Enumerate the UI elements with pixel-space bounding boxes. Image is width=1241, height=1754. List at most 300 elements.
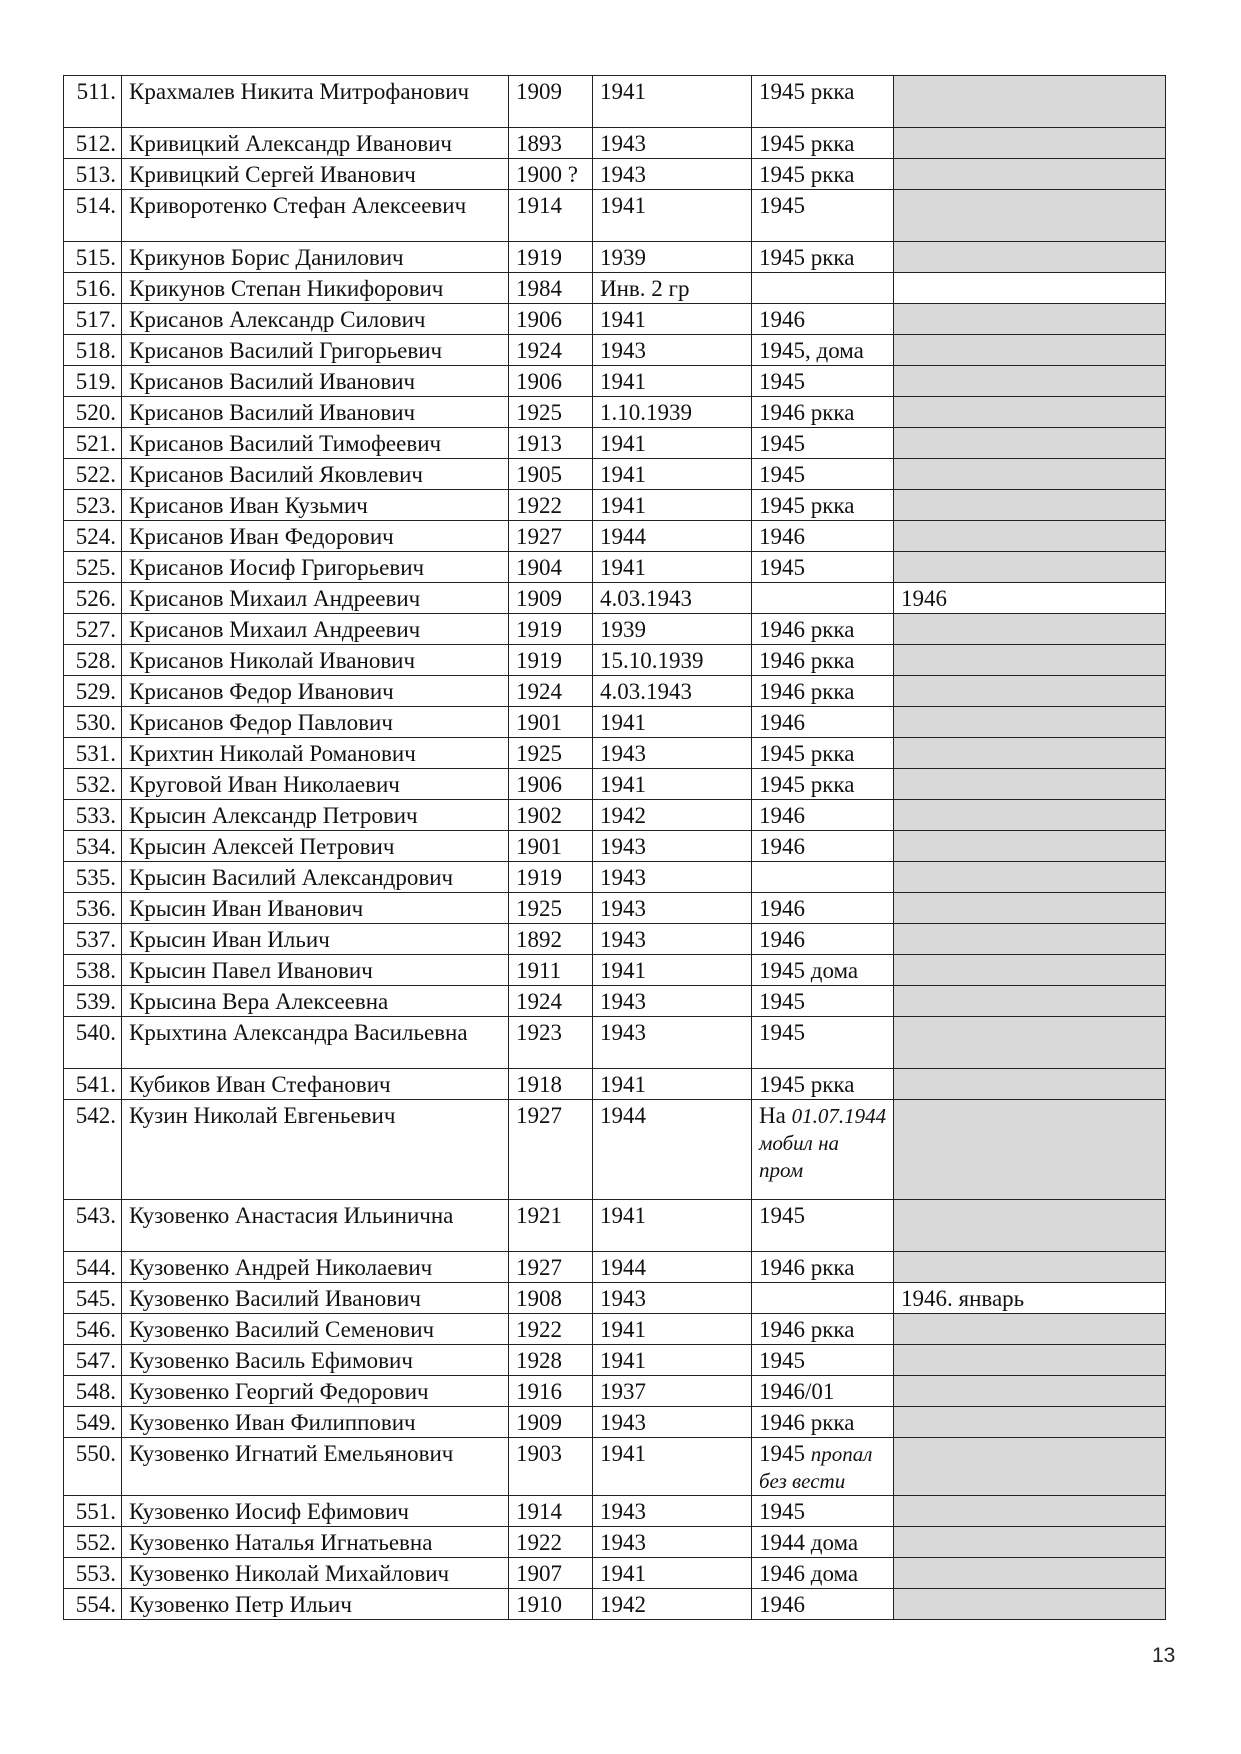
- table-row: [64, 1069, 1166, 1100]
- return-note: 01.07.1944 мобил на пром: [759, 1104, 887, 1182]
- return-value: 1945 ркка: [759, 245, 855, 270]
- note-cell: [894, 1496, 1166, 1527]
- table-row: [64, 397, 1166, 428]
- note-cell: [894, 1407, 1166, 1438]
- return-value: 1945 ркка: [759, 741, 855, 766]
- return-info: [752, 986, 894, 1017]
- person-name: Крисанов Иван Кузьмич: [122, 490, 509, 521]
- person-name: Кузовенко Иван Филиппович: [122, 1407, 509, 1438]
- birth-year: 1919: [509, 645, 593, 676]
- registry-table: [63, 75, 1166, 1620]
- return-value: 1945: [759, 1441, 805, 1466]
- conscription-year: 1943: [593, 924, 752, 955]
- conscription-year: 1943: [593, 738, 752, 769]
- note-cell: [894, 986, 1166, 1017]
- return-value: 1946: [759, 927, 805, 952]
- return-value: 1945 дома: [759, 958, 859, 983]
- return-info: [752, 128, 894, 159]
- return-value: 1945: [759, 1020, 805, 1045]
- conscription-year: 1943: [593, 159, 752, 190]
- note-cell: [894, 273, 1166, 304]
- return-info: [752, 1496, 894, 1527]
- note-cell: [894, 862, 1166, 893]
- person-name: Крисанов Василий Григорьевич: [122, 335, 509, 366]
- person-name: Крихтин Николай Романович: [122, 738, 509, 769]
- row-number: 514.: [64, 190, 122, 242]
- birth-year: 1924: [509, 335, 593, 366]
- return-info: [752, 1345, 894, 1376]
- table-row: [64, 1314, 1166, 1345]
- birth-year: 1907: [509, 1558, 593, 1589]
- table-row: [64, 831, 1166, 862]
- birth-year: 1905: [509, 459, 593, 490]
- return-info: [752, 304, 894, 335]
- table-row: [64, 159, 1166, 190]
- row-number: 536.: [64, 893, 122, 924]
- note-cell: [894, 490, 1166, 521]
- table-row: [64, 1100, 1166, 1200]
- return-info: [752, 862, 894, 893]
- table-row: [64, 707, 1166, 738]
- return-info: [752, 955, 894, 986]
- return-value: 1946 ркка: [759, 648, 855, 673]
- return-info: [752, 459, 894, 490]
- row-number: 511.: [64, 76, 122, 128]
- table-row: [64, 1200, 1166, 1252]
- row-number: 520.: [64, 397, 122, 428]
- table-row: [64, 614, 1166, 645]
- row-number: 524.: [64, 521, 122, 552]
- conscription-year: 1944: [593, 521, 752, 552]
- return-info: [752, 1589, 894, 1620]
- return-info: [752, 645, 894, 676]
- return-info: [752, 335, 894, 366]
- birth-year: 1908: [509, 1283, 593, 1314]
- conscription-year: 1943: [593, 1017, 752, 1069]
- person-name: Крисанов Александр Силович: [122, 304, 509, 335]
- row-number: 534.: [64, 831, 122, 862]
- conscription-year: 1939: [593, 242, 752, 273]
- birth-year: 1919: [509, 862, 593, 893]
- note-cell: [894, 242, 1166, 273]
- row-number: 549.: [64, 1407, 122, 1438]
- person-name: Крысина Вера Алексеевна: [122, 986, 509, 1017]
- person-name: Кузовенко Игнатий Емельянович: [122, 1438, 509, 1496]
- birth-year: 1909: [509, 583, 593, 614]
- row-number: 553.: [64, 1558, 122, 1589]
- conscription-year: 1941: [593, 428, 752, 459]
- note-cell: [894, 76, 1166, 128]
- person-name: Крисанов Василий Иванович: [122, 397, 509, 428]
- conscription-year: 1943: [593, 1283, 752, 1314]
- return-info: [752, 738, 894, 769]
- note-cell: [894, 1527, 1166, 1558]
- return-value: 1945 ркка: [759, 79, 855, 104]
- return-info: [752, 614, 894, 645]
- conscription-year: 1941: [593, 1200, 752, 1252]
- conscription-year: 1943: [593, 1496, 752, 1527]
- row-number: 543.: [64, 1200, 122, 1252]
- return-info: [752, 428, 894, 459]
- row-number: 521.: [64, 428, 122, 459]
- table-row: [64, 273, 1166, 304]
- row-number: 548.: [64, 1376, 122, 1407]
- birth-year: 1919: [509, 242, 593, 273]
- row-number: 544.: [64, 1252, 122, 1283]
- return-info: [752, 76, 894, 128]
- birth-year: 1922: [509, 490, 593, 521]
- row-number: 532.: [64, 769, 122, 800]
- note-cell: [894, 769, 1166, 800]
- row-number: 538.: [64, 955, 122, 986]
- row-number: 546.: [64, 1314, 122, 1345]
- birth-year: 1922: [509, 1314, 593, 1345]
- table-row: [64, 1345, 1166, 1376]
- row-number: 537.: [64, 924, 122, 955]
- row-number: 523.: [64, 490, 122, 521]
- return-value: На: [759, 1103, 786, 1128]
- conscription-year: 1943: [593, 893, 752, 924]
- table-row: [64, 986, 1166, 1017]
- birth-year: 1906: [509, 769, 593, 800]
- table-row: [64, 645, 1166, 676]
- birth-year: 1927: [509, 1100, 593, 1200]
- conscription-year: 1937: [593, 1376, 752, 1407]
- birth-year: 1927: [509, 1252, 593, 1283]
- birth-year: 1925: [509, 738, 593, 769]
- person-name: Кузовенко Петр Ильич: [122, 1589, 509, 1620]
- row-number: 554.: [64, 1589, 122, 1620]
- conscription-year: 1941: [593, 1314, 752, 1345]
- conscription-year: 1941: [593, 76, 752, 128]
- return-info: [752, 1314, 894, 1345]
- birth-year: 1924: [509, 676, 593, 707]
- person-name: Крисанов Василий Иванович: [122, 366, 509, 397]
- note-cell: [894, 1069, 1166, 1100]
- birth-year: 1914: [509, 190, 593, 242]
- table-row: [64, 242, 1166, 273]
- return-value: 1946 дома: [759, 1561, 859, 1586]
- table-row: [64, 955, 1166, 986]
- conscription-year: 1943: [593, 831, 752, 862]
- birth-year: 1909: [509, 1407, 593, 1438]
- person-name: Кузовенко Наталья Игнатьевна: [122, 1527, 509, 1558]
- birth-year: 1918: [509, 1069, 593, 1100]
- note-cell: [894, 1314, 1166, 1345]
- note-cell: [894, 893, 1166, 924]
- birth-year: 1984: [509, 273, 593, 304]
- birth-year: 1904: [509, 552, 593, 583]
- person-name: Крыхтина Александра Васильевна: [122, 1017, 509, 1069]
- note-cell: [894, 1017, 1166, 1069]
- birth-year: 1914: [509, 1496, 593, 1527]
- return-value: 1946: [759, 834, 805, 859]
- conscription-year: 1941: [593, 1345, 752, 1376]
- table-row: [64, 76, 1166, 128]
- note-cell: [894, 924, 1166, 955]
- return-info: [752, 1200, 894, 1252]
- birth-year: 1910: [509, 1589, 593, 1620]
- return-value: 1945: [759, 462, 805, 487]
- person-name: Крикунов Борис Данилович: [122, 242, 509, 273]
- birth-year: 1919: [509, 614, 593, 645]
- note-cell: [894, 645, 1166, 676]
- row-number: 545.: [64, 1283, 122, 1314]
- row-number: 527.: [64, 614, 122, 645]
- conscription-year: 15.10.1939: [593, 645, 752, 676]
- table-row: [64, 583, 1166, 614]
- table-row: [64, 1376, 1166, 1407]
- note-cell: [894, 1252, 1166, 1283]
- birth-year: 1901: [509, 707, 593, 738]
- birth-year: 1906: [509, 304, 593, 335]
- birth-year: 1911: [509, 955, 593, 986]
- return-value: 1946: [759, 803, 805, 828]
- person-name: Кузовенко Василий Иванович: [122, 1283, 509, 1314]
- row-number: 528.: [64, 645, 122, 676]
- conscription-year: 1941: [593, 459, 752, 490]
- person-name: Крысин Алексей Петрович: [122, 831, 509, 862]
- birth-year: 1913: [509, 428, 593, 459]
- table-row: [64, 738, 1166, 769]
- birth-year: 1925: [509, 397, 593, 428]
- return-value: 1946: [759, 1592, 805, 1617]
- table-row: [64, 459, 1166, 490]
- return-info: [752, 1527, 894, 1558]
- person-name: Крикунов Степан Никифорович: [122, 273, 509, 304]
- table-row: [64, 128, 1166, 159]
- return-value: 1946: [759, 896, 805, 921]
- return-info: [752, 1376, 894, 1407]
- person-name: Кузин Николай Евгеньевич: [122, 1100, 509, 1200]
- table-row: [64, 1283, 1166, 1314]
- table-row: [64, 1017, 1166, 1069]
- conscription-year: 1942: [593, 1589, 752, 1620]
- birth-year: 1927: [509, 521, 593, 552]
- return-value: 1946 ркка: [759, 400, 855, 425]
- conscription-year: 1941: [593, 769, 752, 800]
- row-number: 529.: [64, 676, 122, 707]
- table-row: [64, 552, 1166, 583]
- person-name: Крисанов Василий Тимофеевич: [122, 428, 509, 459]
- return-info: [752, 769, 894, 800]
- person-name: Крысин Александр Петрович: [122, 800, 509, 831]
- return-value: 1946: [759, 710, 805, 735]
- return-value: 1946 ркка: [759, 679, 855, 704]
- table-row: [64, 800, 1166, 831]
- conscription-year: 1941: [593, 955, 752, 986]
- conscription-year: 1943: [593, 862, 752, 893]
- birth-year: 1892: [509, 924, 593, 955]
- row-number: 517.: [64, 304, 122, 335]
- return-value: 1946 ркка: [759, 1317, 855, 1342]
- table-row: [64, 366, 1166, 397]
- note-cell: [894, 1200, 1166, 1252]
- person-name: Крисанов Василий Яковлевич: [122, 459, 509, 490]
- note-cell: [894, 1438, 1166, 1496]
- return-info: [752, 397, 894, 428]
- return-value: 1945: [759, 1499, 805, 1524]
- note-cell: [894, 128, 1166, 159]
- return-info: [752, 1438, 894, 1496]
- birth-year: 1900 ?: [509, 159, 593, 190]
- note-cell: [894, 1100, 1166, 1200]
- row-number: 525.: [64, 552, 122, 583]
- conscription-year: 1941: [593, 304, 752, 335]
- row-number: 513.: [64, 159, 122, 190]
- birth-year: 1893: [509, 128, 593, 159]
- table-row: [64, 1558, 1166, 1589]
- person-name: Кузовенко Анастасия Ильинична: [122, 1200, 509, 1252]
- return-info: [752, 893, 894, 924]
- person-name: Кузовенко Андрей Николаевич: [122, 1252, 509, 1283]
- registry-body: [64, 76, 1166, 1620]
- table-row: [64, 924, 1166, 955]
- person-name: Кривицкий Александр Иванович: [122, 128, 509, 159]
- birth-year: 1909: [509, 76, 593, 128]
- return-info: [752, 800, 894, 831]
- return-value: 1946: [759, 307, 805, 332]
- return-value: 1945 ркка: [759, 772, 855, 797]
- row-number: 526.: [64, 583, 122, 614]
- note-cell: [894, 459, 1166, 490]
- birth-year: 1903: [509, 1438, 593, 1496]
- person-name: Крисанов Иосиф Григорьевич: [122, 552, 509, 583]
- birth-year: 1922: [509, 1527, 593, 1558]
- return-value: 1945: [759, 369, 805, 394]
- note-cell: [894, 552, 1166, 583]
- row-number: 515.: [64, 242, 122, 273]
- table-row: [64, 304, 1166, 335]
- return-value: 1945 ркка: [759, 493, 855, 518]
- note-cell: 1946: [894, 583, 1166, 614]
- person-name: Крахмалев Никита Митрофанович: [122, 76, 509, 128]
- conscription-year: 1941: [593, 1558, 752, 1589]
- conscription-year: 1944: [593, 1252, 752, 1283]
- birth-year: 1921: [509, 1200, 593, 1252]
- note-cell: [894, 955, 1166, 986]
- conscription-year: 1943: [593, 335, 752, 366]
- table-row: [64, 1407, 1166, 1438]
- return-info: [752, 1069, 894, 1100]
- return-value: 1945 ркка: [759, 131, 855, 156]
- return-info: [752, 831, 894, 862]
- person-name: Кузовенко Василь Ефимович: [122, 1345, 509, 1376]
- row-number: 518.: [64, 335, 122, 366]
- table-row: [64, 521, 1166, 552]
- row-number: 547.: [64, 1345, 122, 1376]
- person-name: Крысин Иван Ильич: [122, 924, 509, 955]
- return-info: [752, 1283, 894, 1314]
- person-name: Крисанов Федор Иванович: [122, 676, 509, 707]
- conscription-year: 1943: [593, 128, 752, 159]
- table-row: [64, 1438, 1166, 1496]
- return-info: [752, 707, 894, 738]
- return-info: [752, 242, 894, 273]
- row-number: 541.: [64, 1069, 122, 1100]
- note-cell: [894, 1589, 1166, 1620]
- return-info: [752, 583, 894, 614]
- row-number: 552.: [64, 1527, 122, 1558]
- conscription-year: 1944: [593, 1100, 752, 1200]
- note-cell: [894, 614, 1166, 645]
- row-number: 530.: [64, 707, 122, 738]
- person-name: Крисанов Николай Иванович: [122, 645, 509, 676]
- note-cell: [894, 707, 1166, 738]
- table-row: [64, 1589, 1166, 1620]
- note-cell: [894, 800, 1166, 831]
- note-cell: [894, 397, 1166, 428]
- note-cell: [894, 738, 1166, 769]
- person-name: Крысин Павел Иванович: [122, 955, 509, 986]
- person-name: Кубиков Иван Стефанович: [122, 1069, 509, 1100]
- person-name: Кузовенко Георгий Федорович: [122, 1376, 509, 1407]
- return-info: [752, 1100, 894, 1200]
- note-cell: [894, 1376, 1166, 1407]
- person-name: Круговой Иван Николаевич: [122, 769, 509, 800]
- return-info: [752, 552, 894, 583]
- return-info: [752, 1017, 894, 1069]
- conscription-year: 1941: [593, 366, 752, 397]
- conscription-year: 1941: [593, 1438, 752, 1496]
- return-note: пропал без вести: [759, 1442, 873, 1493]
- person-name: Крисанов Иван Федорович: [122, 521, 509, 552]
- conscription-year: 1941: [593, 1069, 752, 1100]
- birth-year: 1923: [509, 1017, 593, 1069]
- conscription-year: 1943: [593, 1407, 752, 1438]
- page-number: 13: [1152, 1644, 1176, 1667]
- conscription-year: 1943: [593, 1527, 752, 1558]
- person-name: Кузовенко Николай Михайлович: [122, 1558, 509, 1589]
- table-row: [64, 490, 1166, 521]
- table-row: [64, 1496, 1166, 1527]
- conscription-year: 1941: [593, 707, 752, 738]
- conscription-year: Инв. 2 гр: [593, 273, 752, 304]
- birth-year: 1924: [509, 986, 593, 1017]
- row-number: 533.: [64, 800, 122, 831]
- table-row: [64, 190, 1166, 242]
- return-value: 1945 ркка: [759, 162, 855, 187]
- note-cell: 1946. январь: [894, 1283, 1166, 1314]
- return-value: 1945, дома: [759, 338, 864, 363]
- table-row: [64, 1527, 1166, 1558]
- table-row: [64, 862, 1166, 893]
- row-number: 535.: [64, 862, 122, 893]
- row-number: 539.: [64, 986, 122, 1017]
- return-info: [752, 159, 894, 190]
- birth-year: 1906: [509, 366, 593, 397]
- person-name: Кривицкий Сергей Иванович: [122, 159, 509, 190]
- conscription-year: 1941: [593, 490, 752, 521]
- return-info: [752, 676, 894, 707]
- return-value: 1946 ркка: [759, 1410, 855, 1435]
- note-cell: [894, 521, 1166, 552]
- return-info: [752, 1558, 894, 1589]
- person-name: Крисанов Михаил Андреевич: [122, 614, 509, 645]
- row-number: 522.: [64, 459, 122, 490]
- return-value: 1945: [759, 989, 805, 1014]
- note-cell: [894, 1558, 1166, 1589]
- return-info: [752, 273, 894, 304]
- return-info: [752, 366, 894, 397]
- note-cell: [894, 304, 1166, 335]
- row-number: 512.: [64, 128, 122, 159]
- return-value: 1946: [759, 524, 805, 549]
- person-name: Крысин Василий Александрович: [122, 862, 509, 893]
- person-name: Кузовенко Василий Семенович: [122, 1314, 509, 1345]
- note-cell: [894, 1345, 1166, 1376]
- return-value: 1945: [759, 1203, 805, 1228]
